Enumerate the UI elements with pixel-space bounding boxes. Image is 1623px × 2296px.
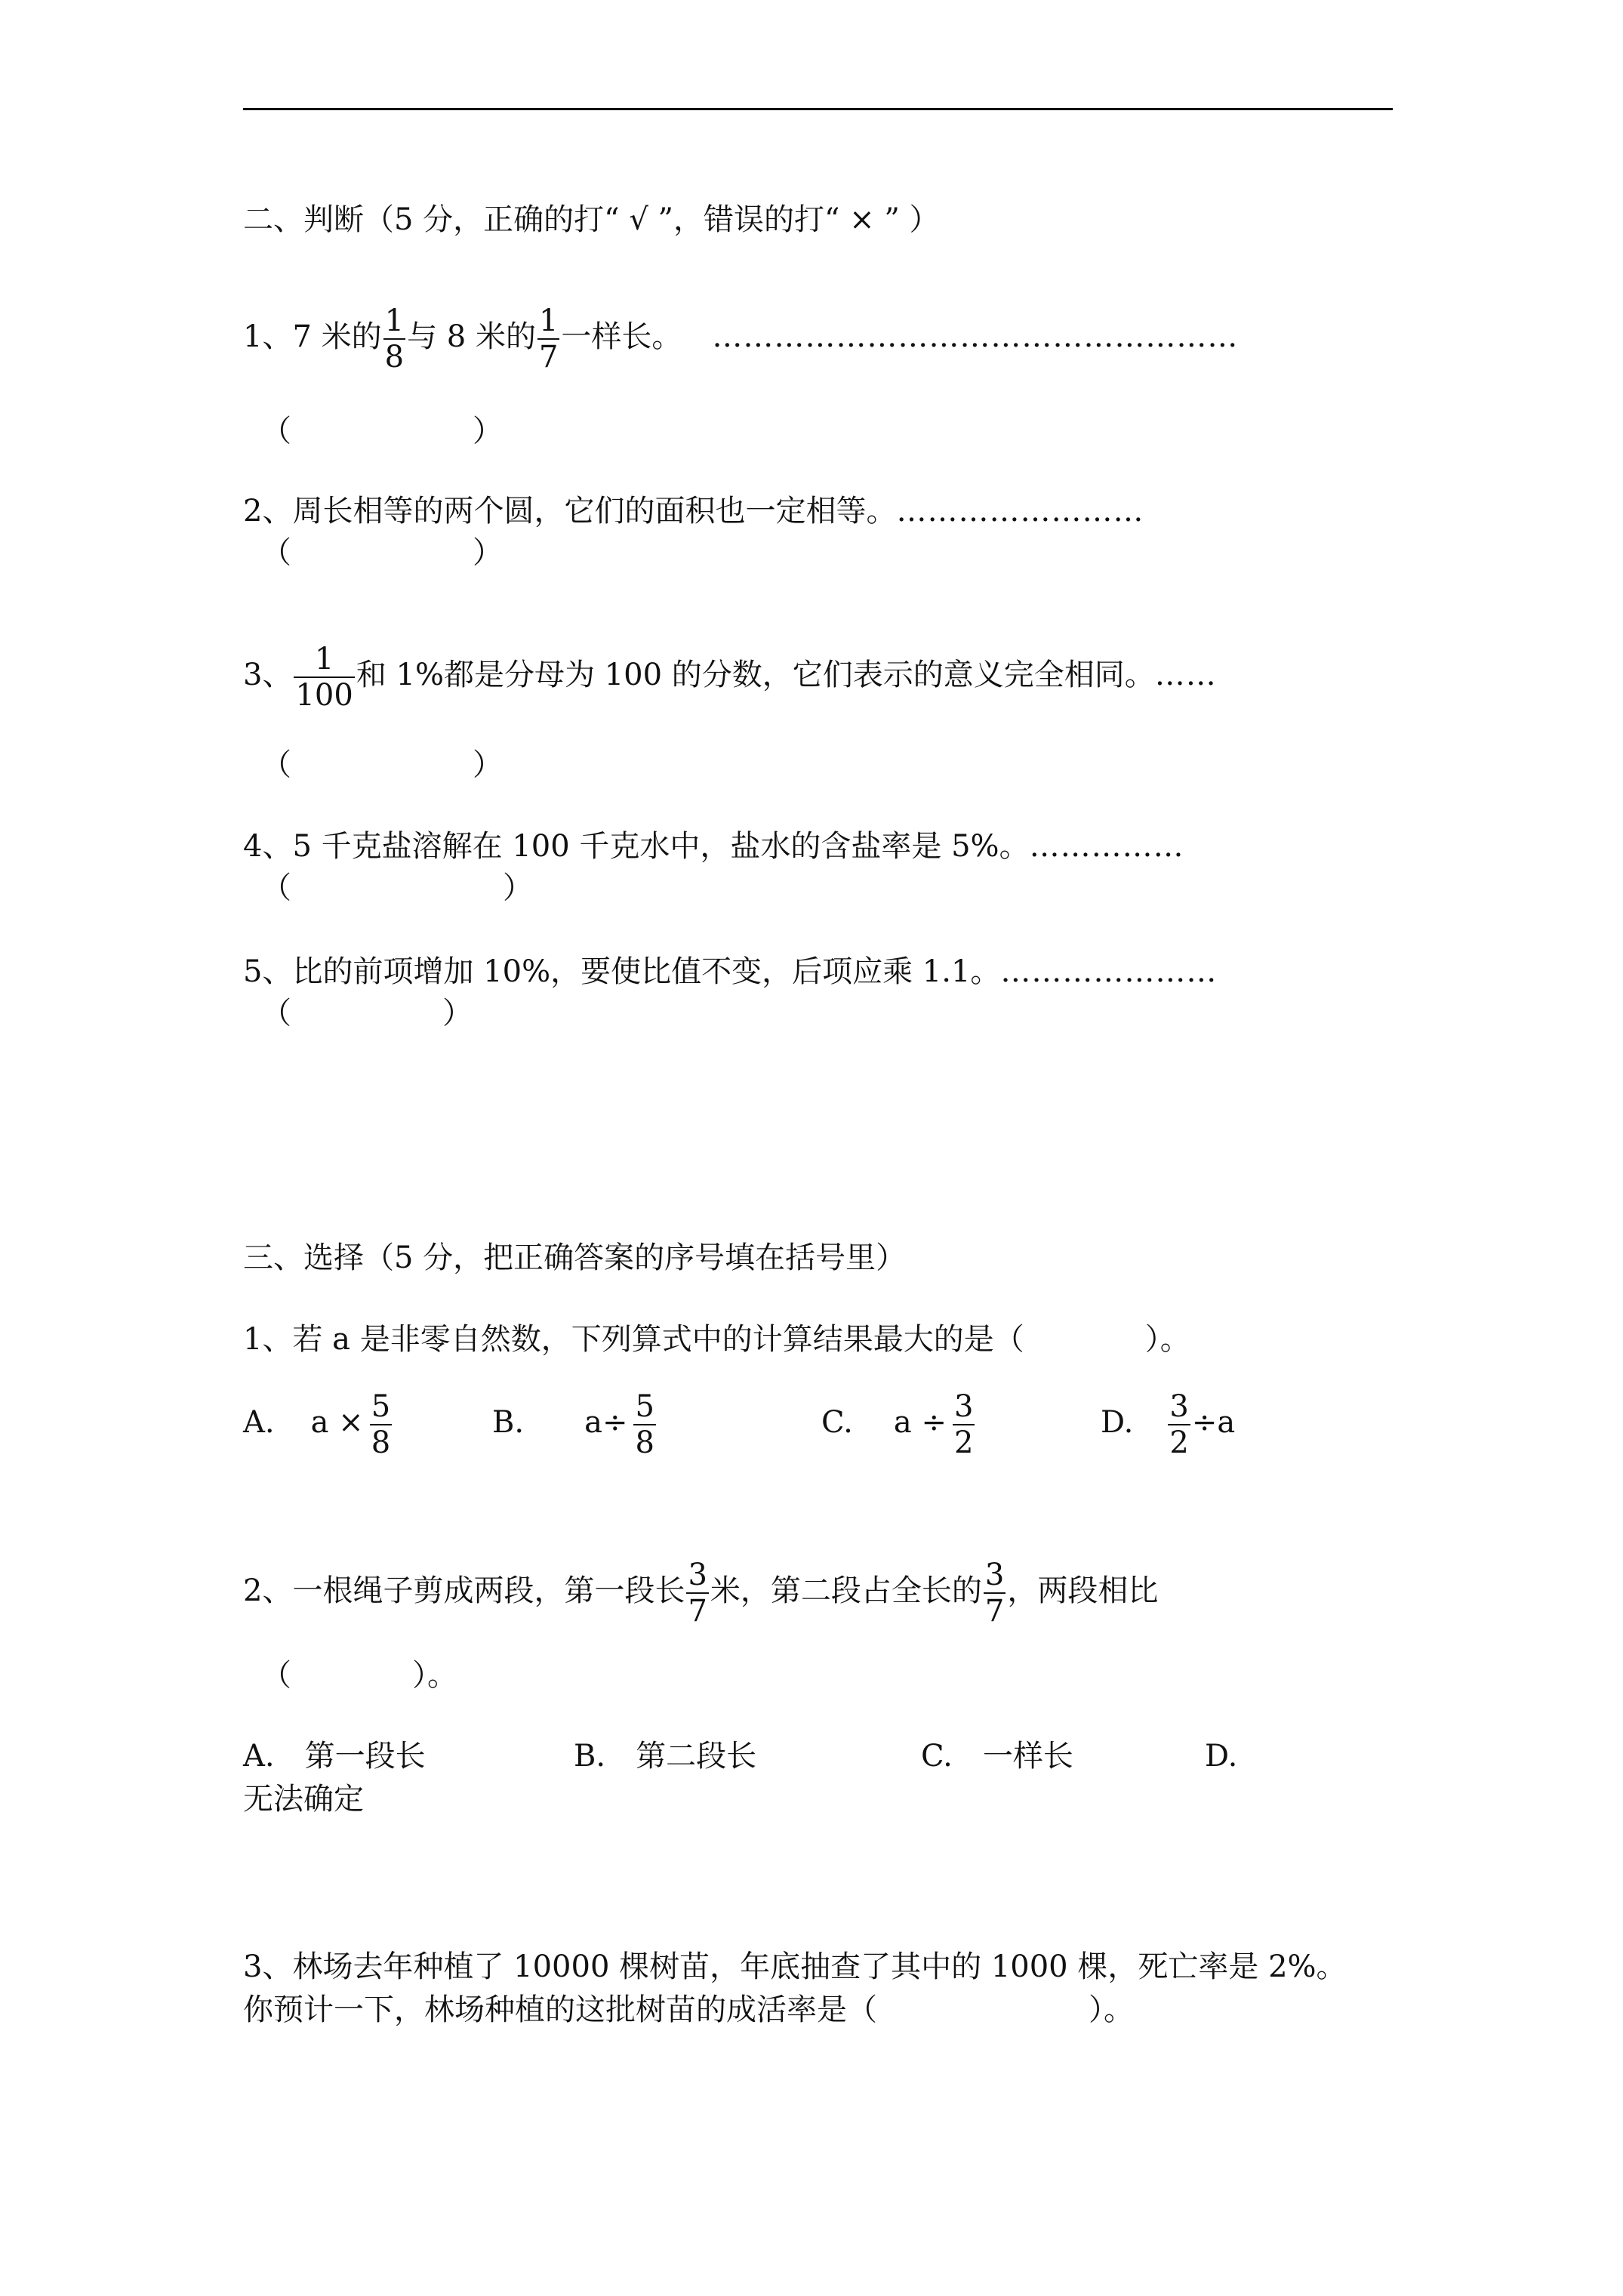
option-b[interactable] bbox=[492, 1389, 658, 1460]
denominator: 100 bbox=[295, 678, 353, 713]
answer-blank-4[interactable]: （ ） bbox=[261, 871, 533, 905]
option-a[interactable]: A. 第一段长 bbox=[243, 1739, 426, 1774]
fraction bbox=[294, 642, 354, 713]
item-text: 比的前项增加 10%，要使比值不变，后项应乘 1.1。 bbox=[292, 954, 1001, 989]
item-text: 和 1%都是分母为 100 的分数，它们表示的意义完全相同。 bbox=[356, 658, 1155, 692]
numerator: 3 bbox=[984, 1558, 1005, 1592]
numerator: 1 bbox=[294, 642, 354, 678]
denominator: 7 bbox=[688, 1594, 707, 1629]
section3-title: 三、选择（5 分，把正确答案的序号填在括号里） bbox=[243, 1240, 907, 1275]
answer-blank-q2[interactable]: （ ）。 bbox=[261, 1658, 457, 1693]
leader-dots: …………………… bbox=[896, 494, 1144, 529]
judge-item-3 bbox=[243, 642, 1217, 713]
option-expr: a÷ bbox=[584, 1405, 628, 1440]
denominator: 7 bbox=[984, 1594, 1005, 1629]
fraction bbox=[953, 1389, 975, 1460]
numerator: 5 bbox=[635, 1389, 654, 1424]
denominator: 8 bbox=[384, 340, 405, 374]
option-label: D. bbox=[1101, 1405, 1134, 1440]
numerator: 3 bbox=[688, 1558, 707, 1592]
question-text: ，两段相比 bbox=[1007, 1573, 1159, 1608]
fraction bbox=[537, 304, 559, 374]
fraction bbox=[383, 304, 405, 374]
option-expr: ÷a bbox=[1191, 1405, 1236, 1440]
item-number: 3、 bbox=[243, 658, 293, 692]
choice-question-3: 3、林场去年种植了 10000 棵树苗，年底抽查了其中的 1000 棵，死亡率是 2%。 bbox=[243, 1949, 1347, 1984]
judge-item-2 bbox=[243, 492, 1144, 530]
item-number: 5、 bbox=[243, 954, 293, 989]
judge-item-5 bbox=[243, 953, 1217, 991]
denominator: 7 bbox=[538, 340, 559, 374]
option-expr: a ÷ bbox=[893, 1405, 947, 1440]
leader-dots: …………… bbox=[1029, 829, 1184, 864]
choice-question-2 bbox=[243, 1558, 1158, 1629]
denominator: 2 bbox=[953, 1425, 974, 1460]
item-text: 一样长。 bbox=[561, 319, 682, 354]
leader-dots: …… bbox=[1154, 658, 1217, 692]
answer-blank-2[interactable]: （ ） bbox=[261, 535, 503, 570]
fraction bbox=[370, 1389, 392, 1460]
option-label: B. bbox=[492, 1405, 525, 1440]
numerator: 1 bbox=[384, 304, 405, 338]
option-d[interactable] bbox=[1101, 1389, 1235, 1460]
item-text: 周长相等的两个圆，它们的面积也一定相等。 bbox=[292, 494, 897, 529]
option-a[interactable] bbox=[243, 1389, 393, 1460]
leader-dots: ………………… bbox=[1000, 954, 1218, 989]
fraction bbox=[633, 1389, 655, 1460]
numerator: 3 bbox=[1169, 1389, 1189, 1424]
question-text: 米，第二段占全长的 bbox=[710, 1573, 982, 1608]
fraction bbox=[1168, 1389, 1190, 1460]
option-expr: a × bbox=[310, 1405, 364, 1440]
numerator: 5 bbox=[371, 1389, 391, 1424]
judge-item-4 bbox=[243, 827, 1184, 865]
question-text: 2、一根绳子剪成两段，第一段长 bbox=[243, 1573, 685, 1608]
item-number: 4、 bbox=[243, 829, 293, 864]
leader-dots: …………………………………………… bbox=[712, 319, 1239, 354]
option-b[interactable]: B. 第二段长 bbox=[574, 1739, 757, 1774]
item-text: 与 8 米的 bbox=[407, 319, 536, 354]
answer-blank-3[interactable]: （ ） bbox=[261, 747, 503, 782]
choice-question-1: 1、若 a 是非零自然数，下列算式中的计算结果最大的是（ ）。 bbox=[243, 1322, 1190, 1357]
header-rule bbox=[243, 108, 1393, 110]
option-c[interactable] bbox=[821, 1389, 976, 1460]
denominator: 8 bbox=[371, 1425, 391, 1460]
option-d-text: 无法确定 bbox=[243, 1782, 364, 1817]
item-text: 7 米的 bbox=[292, 319, 382, 354]
option-label: A. bbox=[243, 1405, 275, 1440]
item-number: 2、 bbox=[243, 494, 293, 529]
option-d[interactable]: D. bbox=[1205, 1739, 1238, 1774]
choice-question-3-line2: 你预计一下，林场种植的这批树苗的成活率是（ ）。 bbox=[243, 1992, 1134, 2027]
answer-blank-5[interactable]: （ ） bbox=[261, 996, 473, 1031]
item-number: 1、 bbox=[243, 319, 293, 354]
denominator: 2 bbox=[1169, 1425, 1189, 1460]
fraction bbox=[686, 1558, 708, 1629]
item-text: 5 千克盐溶解在 100 千克水中，盐水的含盐率是 5%。 bbox=[292, 829, 1030, 864]
judge-item-1 bbox=[243, 304, 1238, 374]
answer-blank-1[interactable]: （ ） bbox=[261, 414, 503, 448]
numerator: 3 bbox=[953, 1389, 974, 1424]
option-label: C. bbox=[821, 1405, 853, 1440]
section2-title: 二、判断（5 分，正确的打“ √ ”，错误的打“ × ” ） bbox=[243, 202, 940, 237]
numerator: 1 bbox=[538, 304, 559, 338]
fraction bbox=[984, 1558, 1006, 1629]
option-c[interactable]: C. 一样长 bbox=[921, 1739, 1073, 1774]
denominator: 8 bbox=[635, 1425, 654, 1460]
